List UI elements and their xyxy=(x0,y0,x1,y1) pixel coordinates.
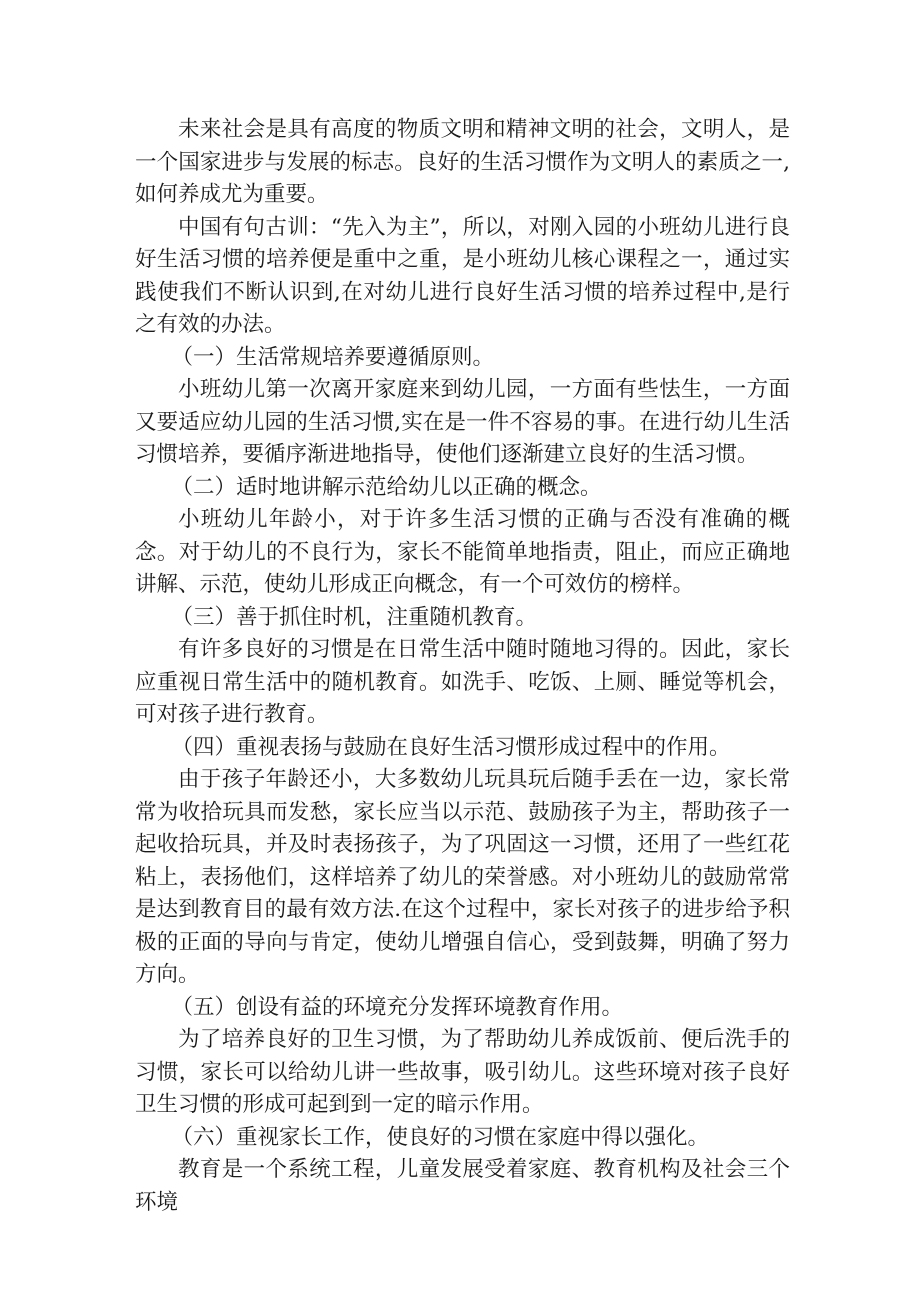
section-heading-2: （二）适时地讲解示范给幼儿以正确的概念。 xyxy=(171,474,602,500)
section-heading-5: （五）创设有益的环境充分发挥环境教育作用。 xyxy=(171,994,624,1020)
paragraph-intro: 未来社会是具有高度的物质文明和精神文明的社会，文明人，是一个国家进步与发展的标志。良好的生活习惯作为文明人的素质之一,如何养成尤为重要。 xyxy=(135,117,790,207)
section-heading-6: （六）重视家长工作，使良好的习惯在家庭中得以强化。 xyxy=(171,1124,710,1150)
paragraph-section-6: 教育是一个系统工程，儿童发展受着家庭、教育机构及社会三个环境 xyxy=(135,1157,790,1215)
paragraph-section-2: 小班幼儿年龄小，对于许多生活习惯的正确与否没有准确的概念。对于幼儿的不良行为，家长不能简单地指责，阻止，而应正确地讲解、示范，使幼儿形成正向概念，有一个可效仿的榜样。 xyxy=(135,507,790,597)
section-heading-4: （四）重视表扬与鼓励在良好生活习惯形成过程中的作用。 xyxy=(171,734,731,760)
paragraph-section-4: 由于孩子年龄还小，大多数幼儿玩具玩后随手丢在一边，家长常常为收拾玩具而发愁，家长应当以示范、鼓励孩子为主，帮助孩子一起收拾玩具，并及时表扬孩子，为了巩固这一习惯，还用了一些红花粘上，表扬他们，这样培养了幼儿的荣誉感。对小班幼儿的鼓励常常是达到教育目的最有效方法.在这个过程中，家长对孩子的进步给予积极的正面的导向与肯定，使幼儿增强自信心，受到鼓舞，明确了努力方向。 xyxy=(135,767,790,987)
paragraph-proverb: 中国有句古训：“先入为主”，所以，对刚入园的小班幼儿进行良好生活习惯的培养便是重中之重，是小班幼儿核心课程之一，通过实践使我们不断认识到,在对幼儿进行良好生活习惯的培养过程中,是行之有效的办法。 xyxy=(135,214,790,337)
section-heading-3: （三）善于抓住时机，注重随机教育。 xyxy=(171,604,538,630)
paragraph-section-5: 为了培养良好的卫生习惯，为了帮助幼儿养成饭前、便后洗手的习惯，家长可以给幼儿讲一些故事，吸引幼儿。这些环境对孩子良好卫生习惯的形成可起到到一定的暗示作用。 xyxy=(135,1027,790,1117)
paragraph-section-3: 有许多良好的习惯是在日常生活中随时随地习得的。因此，家长应重视日常生活中的随机教育。如洗手、吃饭、上厕、睡觉等机会，可对孩子进行教育。 xyxy=(135,637,790,727)
section-heading-1: （一）生活常规培养要遵循原则。 xyxy=(171,344,495,370)
document-body xyxy=(135,114,790,1219)
paragraph-section-1: 小班幼儿第一次离开家庭来到幼儿园，一方面有些怯生，一方面又要适应幼儿园的生活习惯,实在是一件不容易的事。在进行幼儿生活习惯培养，要循序渐进地指导，使他们逐渐建立良好的生活习惯。 xyxy=(135,377,790,467)
